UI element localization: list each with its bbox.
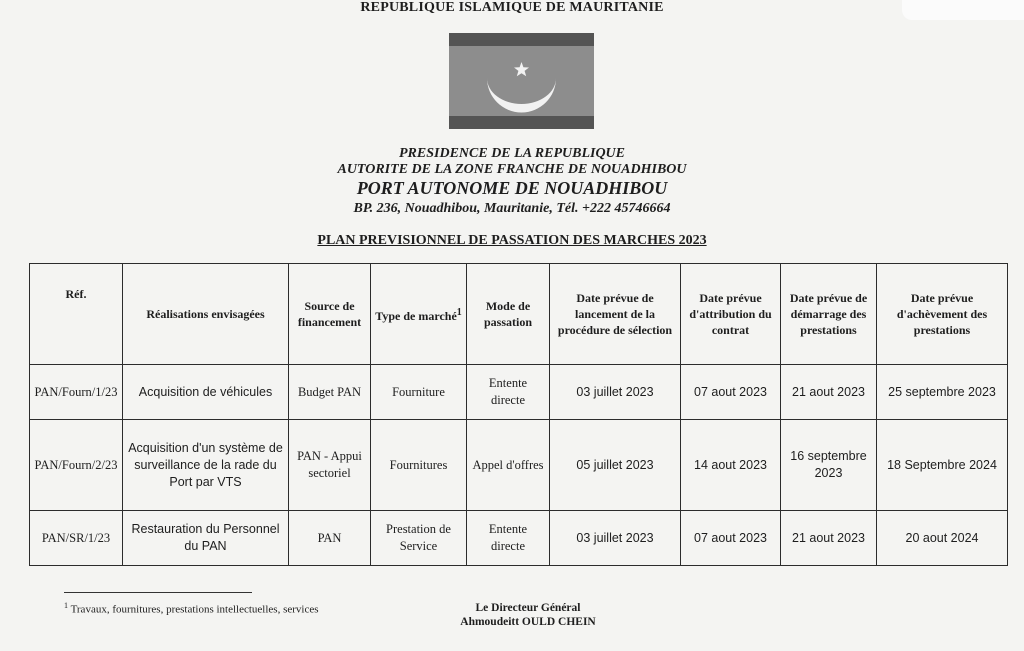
address-line: BP. 236, Nouadhibou, Mauritanie, Tél. +222 45746664	[353, 201, 671, 216]
header-type	[371, 264, 467, 365]
cell-realisation: Acquisition d'un système de surveillance de la rade du Port par VTS	[123, 420, 289, 511]
table-row	[30, 365, 1008, 420]
footnote-mark: 1	[456, 306, 462, 318]
header-source: Source de financement	[289, 264, 371, 365]
header-date-attribution: Date prévue d'attribution du contrat	[681, 264, 781, 365]
cell-achevement: 18 Septembre 2024	[877, 420, 1008, 511]
header-realisations: Réalisations envisagées	[123, 264, 289, 365]
cell-mode: Entente directe	[467, 365, 550, 420]
institution-header	[0, 146, 1024, 218]
cell-mode: Appel d'offres	[467, 420, 550, 511]
cell-ref: PAN/SR/1/23	[30, 511, 123, 566]
plan-title: PLAN PREVISIONNEL DE PASSATION DES MARCHES 2023	[317, 233, 707, 248]
footnote	[64, 601, 319, 616]
signatory-title: Le Directeur Général	[475, 602, 581, 614]
authority-line: AUTORITE DE LA ZONE FRANCHE DE NOUADHIBOU	[337, 162, 687, 177]
header-date-demarrage: Date prévue de démarrage des prestations	[781, 264, 877, 365]
presidency-line: PRESIDENCE DE LA REPUBLIQUE	[399, 146, 625, 161]
procurement-plan-table	[29, 263, 1008, 566]
cell-attribution: 14 aout 2023	[681, 420, 781, 511]
header-date-achevement: Date prévue d'achèvement des prestations	[877, 264, 1008, 365]
cell-demarrage: 21 aout 2023	[781, 365, 877, 420]
signatory-name: Ahmoudeitt OULD CHEIN	[460, 616, 596, 628]
cell-ref: PAN/Fourn/1/23	[30, 365, 123, 420]
header-ref: Réf.	[30, 264, 123, 365]
cell-lancement: 03 juillet 2023	[550, 511, 681, 566]
header-mode: Mode de passation	[467, 264, 550, 365]
cell-type: Fournitures	[371, 420, 467, 511]
cell-achevement: 25 septembre 2023	[877, 365, 1008, 420]
cell-realisation: Acquisition de véhicules	[123, 365, 289, 420]
cell-source: Budget PAN	[289, 365, 371, 420]
cell-lancement: 05 juillet 2023	[550, 420, 681, 511]
signature-block	[400, 601, 656, 629]
cell-ref: PAN/Fourn/2/23	[30, 420, 123, 511]
footnote-number: 1	[64, 601, 68, 610]
header-type-label: Type de marché	[375, 308, 457, 323]
cell-lancement: 03 juillet 2023	[550, 365, 681, 420]
footnote-text: Travaux, fournitures, prestations intellectuelles, services	[70, 603, 319, 616]
cell-source: PAN - Appui sectoriel	[289, 420, 371, 511]
cell-type: Prestation de Service	[371, 511, 467, 566]
cell-source: PAN	[289, 511, 371, 566]
cell-realisation: Restauration du Personnel du PAN	[123, 511, 289, 566]
header-date-lancement: Date prévue de lancement de la procédure de sélection	[550, 264, 681, 365]
table-row	[30, 511, 1008, 566]
cell-mode: Entente directe	[467, 511, 550, 566]
cell-demarrage: 16 septembre 2023	[781, 420, 877, 511]
cell-type: Fourniture	[371, 365, 467, 420]
cell-demarrage: 21 aout 2023	[781, 511, 877, 566]
mauritania-flag-icon	[449, 33, 594, 129]
cell-attribution: 07 aout 2023	[681, 365, 781, 420]
footnote-divider	[64, 592, 252, 593]
cell-achevement: 20 aout 2024	[877, 511, 1008, 566]
cell-attribution: 07 aout 2023	[681, 511, 781, 566]
country-title: REPUBLIQUE ISLAMIQUE DE MAURITANIE	[360, 0, 664, 15]
crescent-star-emblem	[449, 33, 594, 129]
table-row	[30, 420, 1008, 511]
port-name: PORT AUTONOME DE NOUADHIBOU	[356, 178, 668, 198]
table-header-row	[30, 264, 1008, 365]
